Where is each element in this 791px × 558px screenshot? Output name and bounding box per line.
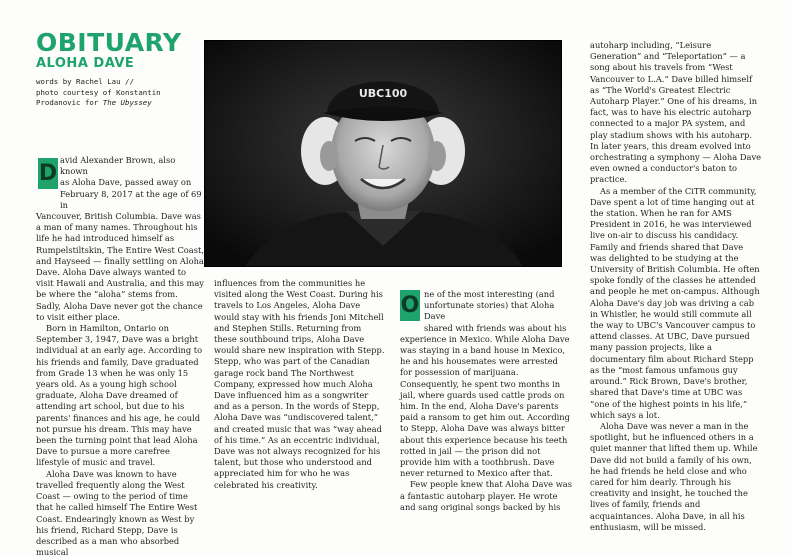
paragraph-text: experience in Mexico. While Aloha Dave was staying in a band house in Mexico, he and his housemates were arrested for possession of marijuana. Consequently, he spent two months in jail, where guards used cattle prods on him. In the end, Aloha Dave's parents paid a ransom to get him out. According to Stepp, Aloha Dave was always bitter about this experience because his teeth rotted in jail — the prison did not provide him with a toothbrush. Dave never returned to Mexico after that. [400,333,570,479]
credit-photo: photo courtesy of Konstantin [36,87,161,97]
credit-writer: words by Rachel Lau // [36,77,134,86]
paragraph [36,155,204,323]
paragraph [400,289,572,479]
article-column-1 [36,155,204,558]
paragraph: autoharp including, “Leisure Generation” and “Teleportation” — a song about his travels from “West Vancouver to L.A.” Dave billed himself as “The World's Greatest Electric Autoharp Player.” One of his dreams, in fact, was to have his electric autoharp connected to a major PA system, and play stadium shows with his autoharp. In later years, this dream evolved into orchestrating a symphony — Aloha Dave even owned a conductor's baton to practice. [590,40,762,185]
paragraph: Few people knew that Aloha Dave was a fantastic autoharp player. He wrote and sang original songs backed by his [400,479,573,512]
byline-credits [36,77,216,109]
dropcap-line: avid Alexander Brown, also known [60,155,176,177]
portrait-photo [204,40,562,267]
paragraph: Born in Hamilton, Ontario on September 3, 1947, Dave was a bright individual at an early age. According to his friends and family, Dave graduated from Grade 13 when he was only 15 years old. As a young high school graduate, Aloha Dave dreamed of attending art school, but due to his parents' finances and his age, he could not pursue his dream. This may have been the turning point that lead Aloha Dave to pursue a more carefree lifestyle of music and travel. [36,323,203,468]
article-column-3 [400,289,572,513]
page-title: OBITUARY [36,28,182,57]
portrait-illustration [205,41,561,266]
paragraph-text: Vancouver, British Columbia. Dave was a man of many names. Throughout his life he had introduced himself as Rumpelstiltskin, The Entire West Coast, and Hayseed — finally settling on Aloha Dave. Aloha Dave always wanted to visit Hawaii and Australia, and this may be where the “aloha” stems from. Sadly, Aloha Dave never got the chance to visit either place. [36,211,204,322]
cap-logo-text: UBC100 [358,87,408,100]
dropcap-line: shared with friends was about his [424,322,567,333]
article-column-2 [214,278,386,491]
credit-photo-source [36,98,216,109]
dropcap-line: February 8, 2017 at the age of 69 in [60,188,202,210]
paragraph: As a member of the CiTR community, Dave spent a lot of time hanging out at the station. When he ran for AMS President in 2016, he was interviewed live on-air to discuss his candidacy. Family and friends shared that Dave was delighted to be studying at the University of British Columbia. He often spoke fondly of the classes he attended and people he met on-campus. Although Aloha Dave's day job was driving a cab in Whistler, he would still commute all the way to UBC's Vancouver campus to attend classes. At UBC, Dave pursued many passion projects, like a documentary film about Richard Stepp as the “most famous unfamous guy around.” Rick Brown, Dave's brother, shared that Dave's time at UBC was “one of the highest points in his life,” which says a lot. [590,185,760,420]
credit-photo-prefix: Prodanovic for [36,98,103,108]
paragraph: Aloha Dave was never a man in the spotlight, but he influenced others in a quiet manner that lifted them up. While Dave did not build a family of his own, he had friends he held close and who cared for him dearly. Through his creativity and insight, he touched the lives of family, friends and acquaintances. Aloha Dave, in all his enthusiasm, will be missed. [590,420,758,532]
publication-name: The Ubyssey [102,98,152,108]
paragraph: influences from the communities he visited along the West Coast. During his travels to Los Angeles, Aloha Dave would stay with his friends Joni Mitchell and Stephen Stills. Returning from these southbound trips, Aloha Dave would share new inspiration with Stepp. Stepp, who was part of the Canadian garage rock band The Northwest Company, expressed how much Aloha Dave influenced him as a songwriter and as a person. In the words of Stepp, Aloha Dave was “undiscovered talent,” and created music that was “way ahead of his time.” As an eccentric individual, Dave was not always recognized for his talent, but those who understood and appreciated him for who he was celebrated his creativity. [214,278,385,490]
dropcap-line: unfortunate stories) that Aloha Dave [424,300,555,322]
article-column-4 [590,40,762,533]
dropcap-line: as Aloha Dave, passed away on [60,177,192,188]
dropcap-line: ne of the most interesting (and [424,289,555,299]
dropcap-o: O [400,290,420,321]
dropcap-d: D [38,158,58,189]
article-subtitle: ALOHA DAVE [36,56,135,71]
paragraph: Aloha Dave was known to have travelled frequently along the West Coast — owing to the period of time that he called himself The Entire West Coast. Endearingly known as West by his friend, Richard Stepp, Dave is described as a man who absorbed musical [36,468,198,558]
